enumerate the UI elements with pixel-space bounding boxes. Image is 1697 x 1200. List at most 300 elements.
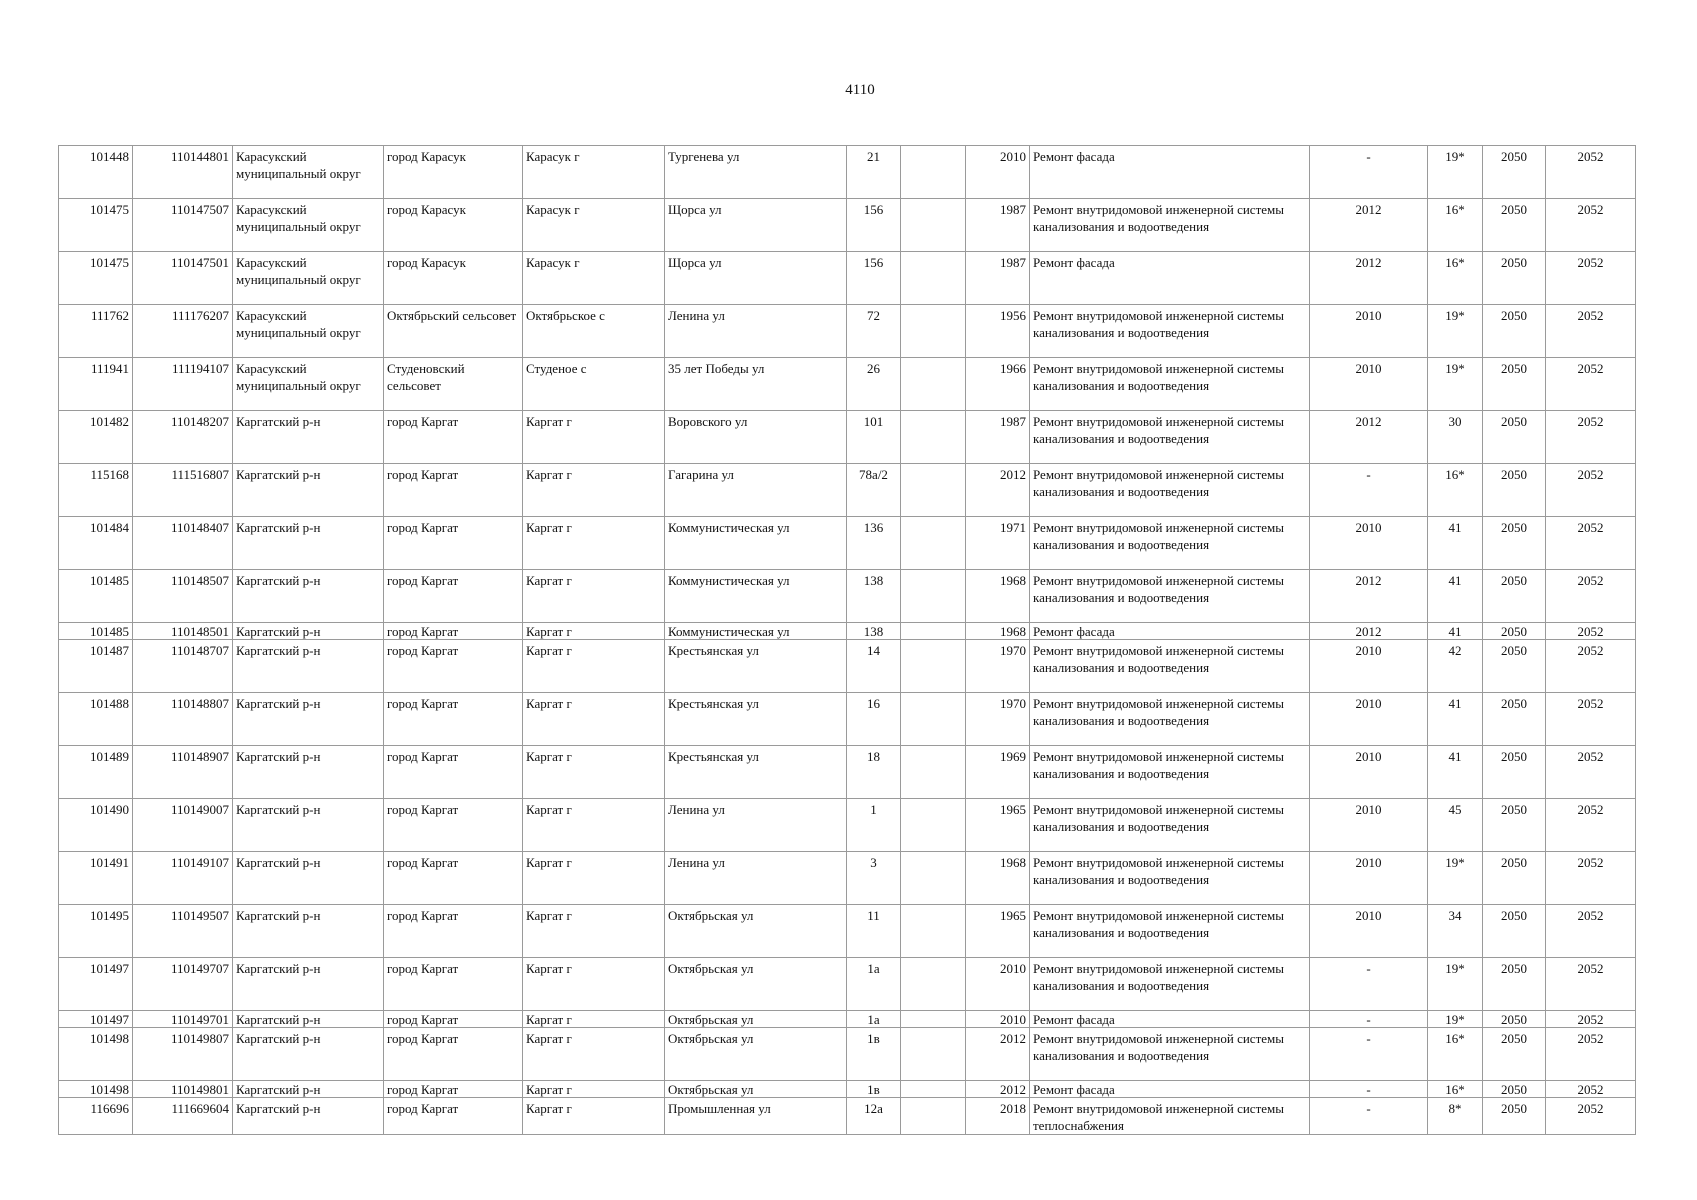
building-cell <box>901 693 966 746</box>
plan-start-year-cell: 2050 <box>1483 640 1546 693</box>
house-number-cell: 14 <box>847 640 901 693</box>
plan-end-year-cell: 2052 <box>1546 852 1636 905</box>
building-cell <box>901 958 966 1011</box>
building-cell <box>901 570 966 623</box>
plan-end-year-cell: 2052 <box>1546 199 1636 252</box>
street-cell: Ленина ул <box>665 799 847 852</box>
settlement-cell: город Каргат <box>384 1011 523 1028</box>
house-number-cell: 3 <box>847 852 901 905</box>
street-cell: Октябрьская ул <box>665 1081 847 1098</box>
house-number-cell: 11 <box>847 905 901 958</box>
house-number-cell: 138 <box>847 623 901 640</box>
plan-end-year-cell: 2052 <box>1546 693 1636 746</box>
year-built-cell: 2012 <box>966 1028 1030 1081</box>
object-id-cell: 101485 <box>59 570 133 623</box>
building-cell <box>901 146 966 199</box>
street-cell: Промышленная ул <box>665 1098 847 1135</box>
work-code-cell: 110149107 <box>133 852 233 905</box>
district-cell: Каргатский р-н <box>233 1028 384 1081</box>
wear-percent-cell: 16* <box>1428 1028 1483 1081</box>
wear-percent-cell: 16* <box>1428 199 1483 252</box>
wear-percent-cell: 34 <box>1428 905 1483 958</box>
district-cell: Каргатский р-н <box>233 746 384 799</box>
street-cell: Октябрьская ул <box>665 905 847 958</box>
wear-percent-cell: 19* <box>1428 958 1483 1011</box>
object-id-cell: 101484 <box>59 517 133 570</box>
year-built-cell: 1970 <box>966 640 1030 693</box>
building-cell <box>901 1011 966 1028</box>
object-id-cell: 101498 <box>59 1028 133 1081</box>
work-type-cell: Ремонт фасада <box>1030 1011 1310 1028</box>
last-repair-year-cell: 2012 <box>1310 570 1428 623</box>
year-built-cell: 1965 <box>966 799 1030 852</box>
work-type-cell: Ремонт внутридомовой инженерной системы теплоснабжения <box>1030 1098 1310 1135</box>
year-built-cell: 2012 <box>966 464 1030 517</box>
last-repair-year-cell: 2012 <box>1310 623 1428 640</box>
locality-cell: Карасук г <box>523 252 665 305</box>
locality-cell: Каргат г <box>523 852 665 905</box>
settlement-cell: город Каргат <box>384 570 523 623</box>
object-id-cell: 101475 <box>59 199 133 252</box>
locality-cell: Каргат г <box>523 570 665 623</box>
locality-cell: Каргат г <box>523 693 665 746</box>
settlement-cell: город Каргат <box>384 464 523 517</box>
settlement-cell: город Каргат <box>384 746 523 799</box>
object-id-cell: 101497 <box>59 958 133 1011</box>
wear-percent-cell: 19* <box>1428 305 1483 358</box>
locality-cell: Каргат г <box>523 799 665 852</box>
object-id-cell: 101487 <box>59 640 133 693</box>
locality-cell: Каргат г <box>523 1098 665 1135</box>
plan-start-year-cell: 2050 <box>1483 623 1546 640</box>
last-repair-year-cell: 2012 <box>1310 252 1428 305</box>
street-cell: Октябрьская ул <box>665 1028 847 1081</box>
plan-end-year-cell: 2052 <box>1546 358 1636 411</box>
wear-percent-cell: 19* <box>1428 358 1483 411</box>
last-repair-year-cell: 2010 <box>1310 305 1428 358</box>
street-cell: Воровского ул <box>665 411 847 464</box>
work-type-cell: Ремонт внутридомовой инженерной системы канализования и водоотведения <box>1030 852 1310 905</box>
wear-percent-cell: 16* <box>1428 252 1483 305</box>
plan-start-year-cell: 2050 <box>1483 1028 1546 1081</box>
year-built-cell: 2012 <box>966 1081 1030 1098</box>
wear-percent-cell: 45 <box>1428 799 1483 852</box>
last-repair-year-cell: 2010 <box>1310 746 1428 799</box>
table-row <box>59 1081 1636 1098</box>
locality-cell: Каргат г <box>523 640 665 693</box>
wear-percent-cell: 19* <box>1428 146 1483 199</box>
settlement-cell: город Карасук <box>384 199 523 252</box>
district-cell: Каргатский р-н <box>233 1081 384 1098</box>
house-number-cell: 16 <box>847 693 901 746</box>
building-cell <box>901 411 966 464</box>
settlement-cell: Студеновский сельсовет <box>384 358 523 411</box>
plan-start-year-cell: 2050 <box>1483 746 1546 799</box>
street-cell: Крестьянская ул <box>665 640 847 693</box>
house-number-cell: 1в <box>847 1028 901 1081</box>
plan-start-year-cell: 2050 <box>1483 358 1546 411</box>
work-code-cell: 110147501 <box>133 252 233 305</box>
object-id-cell: 101489 <box>59 746 133 799</box>
street-cell: Крестьянская ул <box>665 693 847 746</box>
work-code-cell: 110144801 <box>133 146 233 199</box>
year-built-cell: 1987 <box>966 411 1030 464</box>
district-cell: Каргатский р-н <box>233 570 384 623</box>
settlement-cell: город Каргат <box>384 958 523 1011</box>
last-repair-year-cell: 2010 <box>1310 799 1428 852</box>
house-number-cell: 1 <box>847 799 901 852</box>
district-cell: Карасукский муниципальный округ <box>233 252 384 305</box>
work-code-cell: 111669604 <box>133 1098 233 1135</box>
plan-start-year-cell: 2050 <box>1483 411 1546 464</box>
last-repair-year-cell: - <box>1310 1028 1428 1081</box>
year-built-cell: 2018 <box>966 1098 1030 1135</box>
work-code-cell: 110148501 <box>133 623 233 640</box>
work-code-cell: 110148207 <box>133 411 233 464</box>
wear-percent-cell: 41 <box>1428 570 1483 623</box>
table-row <box>59 358 1636 411</box>
wear-percent-cell: 19* <box>1428 852 1483 905</box>
table-row <box>59 958 1636 1011</box>
table-row <box>59 411 1636 464</box>
work-code-cell: 110148907 <box>133 746 233 799</box>
work-type-cell: Ремонт фасада <box>1030 146 1310 199</box>
plan-end-year-cell: 2052 <box>1546 1011 1636 1028</box>
building-cell <box>901 252 966 305</box>
year-built-cell: 1968 <box>966 852 1030 905</box>
work-code-cell: 110148807 <box>133 693 233 746</box>
last-repair-year-cell: - <box>1310 1081 1428 1098</box>
building-cell <box>901 905 966 958</box>
locality-cell: Каргат г <box>523 411 665 464</box>
table-row <box>59 199 1636 252</box>
last-repair-year-cell: 2010 <box>1310 693 1428 746</box>
table-row <box>59 570 1636 623</box>
table-row <box>59 640 1636 693</box>
last-repair-year-cell: 2010 <box>1310 905 1428 958</box>
work-type-cell: Ремонт внутридомовой инженерной системы канализования и водоотведения <box>1030 464 1310 517</box>
work-type-cell: Ремонт внутридомовой инженерной системы канализования и водоотведения <box>1030 693 1310 746</box>
house-number-cell: 136 <box>847 517 901 570</box>
settlement-cell: город Каргат <box>384 1081 523 1098</box>
building-cell <box>901 852 966 905</box>
last-repair-year-cell: - <box>1310 1011 1428 1028</box>
plan-start-year-cell: 2050 <box>1483 146 1546 199</box>
plan-end-year-cell: 2052 <box>1546 146 1636 199</box>
street-cell: Коммунистическая ул <box>665 517 847 570</box>
last-repair-year-cell: - <box>1310 464 1428 517</box>
work-code-cell: 111516807 <box>133 464 233 517</box>
page-number: 4110 <box>845 82 875 98</box>
building-cell <box>901 358 966 411</box>
plan-start-year-cell: 2050 <box>1483 570 1546 623</box>
year-built-cell: 1987 <box>966 252 1030 305</box>
building-cell <box>901 640 966 693</box>
work-type-cell: Ремонт внутридомовой инженерной системы канализования и водоотведения <box>1030 905 1310 958</box>
wear-percent-cell: 19* <box>1428 1011 1483 1028</box>
object-id-cell: 101490 <box>59 799 133 852</box>
work-type-cell: Ремонт внутридомовой инженерной системы канализования и водоотведения <box>1030 570 1310 623</box>
work-code-cell: 110149801 <box>133 1081 233 1098</box>
object-id-cell: 101448 <box>59 146 133 199</box>
district-cell: Каргатский р-н <box>233 623 384 640</box>
locality-cell: Каргат г <box>523 1081 665 1098</box>
plan-end-year-cell: 2052 <box>1546 305 1636 358</box>
district-cell: Карасукский муниципальный округ <box>233 305 384 358</box>
last-repair-year-cell: - <box>1310 146 1428 199</box>
plan-end-year-cell: 2052 <box>1546 1081 1636 1098</box>
last-repair-year-cell: - <box>1310 958 1428 1011</box>
district-cell: Каргатский р-н <box>233 799 384 852</box>
settlement-cell: город Каргат <box>384 1098 523 1135</box>
street-cell: Октябрьская ул <box>665 1011 847 1028</box>
building-cell <box>901 517 966 570</box>
district-cell: Каргатский р-н <box>233 464 384 517</box>
plan-end-year-cell: 2052 <box>1546 411 1636 464</box>
house-number-cell: 156 <box>847 199 901 252</box>
house-number-cell: 21 <box>847 146 901 199</box>
locality-cell: Карасук г <box>523 146 665 199</box>
settlement-cell: город Каргат <box>384 905 523 958</box>
building-cell <box>901 623 966 640</box>
house-number-cell: 1а <box>847 1011 901 1028</box>
house-number-cell: 78а/2 <box>847 464 901 517</box>
plan-start-year-cell: 2050 <box>1483 305 1546 358</box>
house-number-cell: 1в <box>847 1081 901 1098</box>
table-row <box>59 146 1636 199</box>
building-cell <box>901 464 966 517</box>
building-cell <box>901 1098 966 1135</box>
work-type-cell: Ремонт внутридомовой инженерной системы канализования и водоотведения <box>1030 640 1310 693</box>
table-row <box>59 464 1636 517</box>
settlement-cell: город Каргат <box>384 1028 523 1081</box>
work-code-cell: 111176207 <box>133 305 233 358</box>
work-type-cell: Ремонт внутридомовой инженерной системы канализования и водоотведения <box>1030 1028 1310 1081</box>
settlement-cell: город Каргат <box>384 852 523 905</box>
street-cell: Октябрьская ул <box>665 958 847 1011</box>
plan-start-year-cell: 2050 <box>1483 799 1546 852</box>
settlement-cell: город Каргат <box>384 517 523 570</box>
table-row <box>59 623 1636 640</box>
plan-start-year-cell: 2050 <box>1483 517 1546 570</box>
settlement-cell: город Карасук <box>384 252 523 305</box>
plan-end-year-cell: 2052 <box>1546 799 1636 852</box>
district-cell: Каргатский р-н <box>233 411 384 464</box>
house-number-cell: 72 <box>847 305 901 358</box>
plan-end-year-cell: 2052 <box>1546 1098 1636 1135</box>
plan-start-year-cell: 2050 <box>1483 693 1546 746</box>
last-repair-year-cell: 2012 <box>1310 411 1428 464</box>
wear-percent-cell: 42 <box>1428 640 1483 693</box>
work-type-cell: Ремонт фасада <box>1030 623 1310 640</box>
plan-end-year-cell: 2052 <box>1546 464 1636 517</box>
table-row <box>59 905 1636 958</box>
plan-start-year-cell: 2050 <box>1483 852 1546 905</box>
building-cell <box>901 305 966 358</box>
locality-cell: Каргат г <box>523 464 665 517</box>
locality-cell: Каргат г <box>523 1011 665 1028</box>
locality-cell: Каргат г <box>523 958 665 1011</box>
street-cell: Щорса ул <box>665 252 847 305</box>
house-number-cell: 138 <box>847 570 901 623</box>
work-code-cell: 110149007 <box>133 799 233 852</box>
plan-start-year-cell: 2050 <box>1483 464 1546 517</box>
settlement-cell: город Каргат <box>384 799 523 852</box>
locality-cell: Каргат г <box>523 623 665 640</box>
year-built-cell: 1966 <box>966 358 1030 411</box>
work-type-cell: Ремонт фасада <box>1030 1081 1310 1098</box>
year-built-cell: 2010 <box>966 146 1030 199</box>
building-cell <box>901 799 966 852</box>
table-row <box>59 1098 1636 1135</box>
object-id-cell: 101495 <box>59 905 133 958</box>
object-id-cell: 101482 <box>59 411 133 464</box>
building-cell <box>901 746 966 799</box>
locality-cell: Студеное с <box>523 358 665 411</box>
object-id-cell: 101497 <box>59 1011 133 1028</box>
year-built-cell: 1987 <box>966 199 1030 252</box>
plan-start-year-cell: 2050 <box>1483 252 1546 305</box>
settlement-cell: город Каргат <box>384 623 523 640</box>
year-built-cell: 2010 <box>966 958 1030 1011</box>
last-repair-year-cell: 2010 <box>1310 852 1428 905</box>
district-cell: Каргатский р-н <box>233 1011 384 1028</box>
object-id-cell: 101488 <box>59 693 133 746</box>
repair-schedule-table <box>58 145 1636 1135</box>
year-built-cell: 1956 <box>966 305 1030 358</box>
plan-end-year-cell: 2052 <box>1546 1028 1636 1081</box>
plan-start-year-cell: 2050 <box>1483 199 1546 252</box>
work-code-cell: 110149807 <box>133 1028 233 1081</box>
street-cell: Тургенева ул <box>665 146 847 199</box>
settlement-cell: Октябрьский сельсовет <box>384 305 523 358</box>
year-built-cell: 1970 <box>966 693 1030 746</box>
table-row <box>59 252 1636 305</box>
work-type-cell: Ремонт внутридомовой инженерной системы канализования и водоотведения <box>1030 305 1310 358</box>
street-cell: Коммунистическая ул <box>665 570 847 623</box>
year-built-cell: 1968 <box>966 623 1030 640</box>
object-id-cell: 115168 <box>59 464 133 517</box>
work-type-cell: Ремонт внутридомовой инженерной системы канализования и водоотведения <box>1030 746 1310 799</box>
district-cell: Каргатский р-н <box>233 852 384 905</box>
wear-percent-cell: 16* <box>1428 1081 1483 1098</box>
last-repair-year-cell: 2012 <box>1310 199 1428 252</box>
street-cell: Коммунистическая ул <box>665 623 847 640</box>
plan-start-year-cell: 2050 <box>1483 958 1546 1011</box>
building-cell <box>901 1028 966 1081</box>
wear-percent-cell: 41 <box>1428 517 1483 570</box>
wear-percent-cell: 8* <box>1428 1098 1483 1135</box>
settlement-cell: город Каргат <box>384 640 523 693</box>
work-code-cell: 110148707 <box>133 640 233 693</box>
street-cell: Гагарина ул <box>665 464 847 517</box>
table-row <box>59 305 1636 358</box>
work-code-cell: 110148407 <box>133 517 233 570</box>
work-code-cell: 110149707 <box>133 958 233 1011</box>
district-cell: Каргатский р-н <box>233 693 384 746</box>
work-code-cell: 110147507 <box>133 199 233 252</box>
plan-end-year-cell: 2052 <box>1546 623 1636 640</box>
house-number-cell: 18 <box>847 746 901 799</box>
table-body <box>59 146 1636 1135</box>
district-cell: Каргатский р-н <box>233 958 384 1011</box>
plan-end-year-cell: 2052 <box>1546 958 1636 1011</box>
district-cell: Каргатский р-н <box>233 1098 384 1135</box>
wear-percent-cell: 41 <box>1428 746 1483 799</box>
object-id-cell: 101475 <box>59 252 133 305</box>
street-cell: 35 лет Победы ул <box>665 358 847 411</box>
plan-end-year-cell: 2052 <box>1546 746 1636 799</box>
plan-end-year-cell: 2052 <box>1546 570 1636 623</box>
year-built-cell: 1971 <box>966 517 1030 570</box>
work-type-cell: Ремонт внутридомовой инженерной системы канализования и водоотведения <box>1030 799 1310 852</box>
street-cell: Ленина ул <box>665 305 847 358</box>
house-number-cell: 1а <box>847 958 901 1011</box>
plan-end-year-cell: 2052 <box>1546 517 1636 570</box>
settlement-cell: город Карасук <box>384 146 523 199</box>
work-type-cell: Ремонт внутридомовой инженерной системы канализования и водоотведения <box>1030 958 1310 1011</box>
street-cell: Щорса ул <box>665 199 847 252</box>
locality-cell: Каргат г <box>523 1028 665 1081</box>
district-cell: Карасукский муниципальный округ <box>233 146 384 199</box>
wear-percent-cell: 16* <box>1428 464 1483 517</box>
table-row <box>59 1011 1636 1028</box>
locality-cell: Каргат г <box>523 517 665 570</box>
work-type-cell: Ремонт фасада <box>1030 252 1310 305</box>
wear-percent-cell: 30 <box>1428 411 1483 464</box>
plan-end-year-cell: 2052 <box>1546 905 1636 958</box>
work-code-cell: 110149507 <box>133 905 233 958</box>
house-number-cell: 26 <box>847 358 901 411</box>
settlement-cell: город Каргат <box>384 693 523 746</box>
table-row <box>59 1028 1636 1081</box>
work-type-cell: Ремонт внутридомовой инженерной системы канализования и водоотведения <box>1030 199 1310 252</box>
work-code-cell: 111194107 <box>133 358 233 411</box>
street-cell: Ленина ул <box>665 852 847 905</box>
object-id-cell: 116696 <box>59 1098 133 1135</box>
table-row <box>59 693 1636 746</box>
table-row <box>59 746 1636 799</box>
work-code-cell: 110148507 <box>133 570 233 623</box>
year-built-cell: 1969 <box>966 746 1030 799</box>
locality-cell: Карасук г <box>523 199 665 252</box>
table-row <box>59 799 1636 852</box>
locality-cell: Октябрьское с <box>523 305 665 358</box>
object-id-cell: 111941 <box>59 358 133 411</box>
last-repair-year-cell: 2010 <box>1310 358 1428 411</box>
district-cell: Каргатский р-н <box>233 640 384 693</box>
locality-cell: Каргат г <box>523 905 665 958</box>
plan-start-year-cell: 2050 <box>1483 1098 1546 1135</box>
house-number-cell: 156 <box>847 252 901 305</box>
locality-cell: Каргат г <box>523 746 665 799</box>
work-code-cell: 110149701 <box>133 1011 233 1028</box>
house-number-cell: 101 <box>847 411 901 464</box>
plan-start-year-cell: 2050 <box>1483 1011 1546 1028</box>
year-built-cell: 1965 <box>966 905 1030 958</box>
table-row <box>59 852 1636 905</box>
district-cell: Карасукский муниципальный округ <box>233 199 384 252</box>
year-built-cell: 1968 <box>966 570 1030 623</box>
table-row <box>59 517 1636 570</box>
plan-end-year-cell: 2052 <box>1546 640 1636 693</box>
building-cell <box>901 1081 966 1098</box>
street-cell: Крестьянская ул <box>665 746 847 799</box>
building-cell <box>901 199 966 252</box>
object-id-cell: 101485 <box>59 623 133 640</box>
wear-percent-cell: 41 <box>1428 693 1483 746</box>
object-id-cell: 101491 <box>59 852 133 905</box>
